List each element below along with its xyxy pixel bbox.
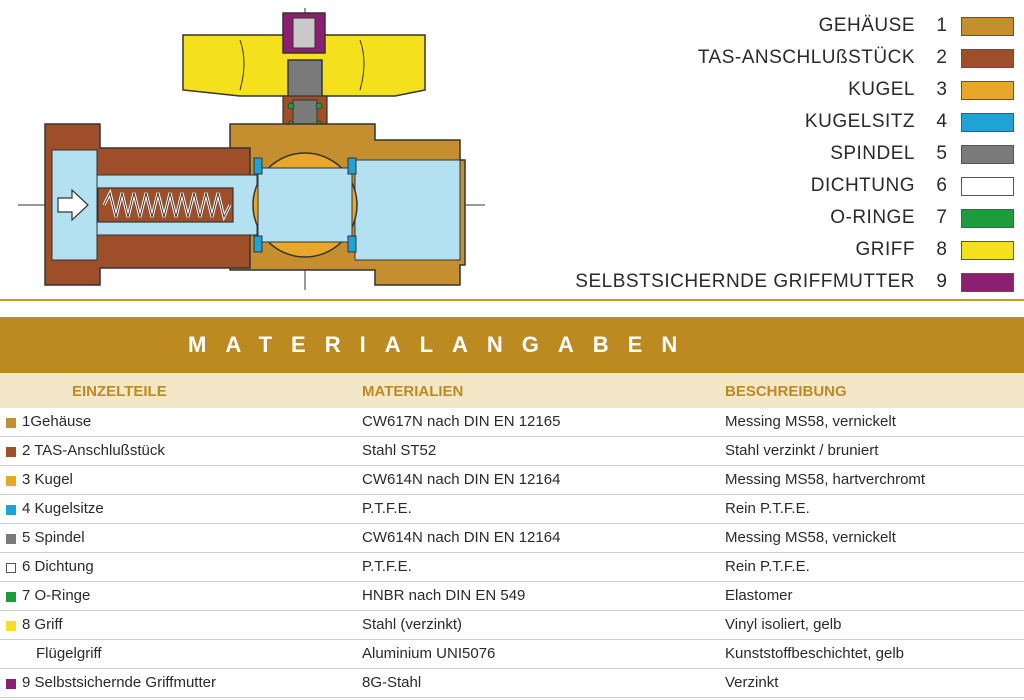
legend-label: GEHÄUSE (818, 15, 915, 36)
description-cell: Messing MS58, vernickelt (725, 413, 896, 430)
legend-swatch (961, 17, 1014, 36)
material-cell: CW617N nach DIN EN 12165 (362, 413, 561, 430)
parts-legend (404, 10, 1024, 298)
material-cell: CW614N nach DIN EN 12164 (362, 529, 561, 546)
row-color-marker (6, 447, 16, 457)
table-row (0, 553, 1024, 582)
row-color-marker (6, 476, 16, 486)
table-row (0, 437, 1024, 466)
legend-item (404, 234, 1024, 266)
material-cell: P.T.F.E. (362, 558, 412, 575)
legend-swatch (961, 145, 1014, 164)
materials-table (0, 408, 1024, 698)
legend-number: 7 (936, 207, 947, 228)
row-color-marker (6, 534, 16, 544)
legend-item (404, 10, 1024, 42)
legend-label: KUGEL (848, 79, 915, 100)
table-row (0, 669, 1024, 698)
section-divider (0, 299, 1024, 301)
table-row (0, 611, 1024, 640)
legend-item (404, 170, 1024, 202)
table-header (0, 373, 1024, 408)
part-cell: Flügelgriff (36, 645, 102, 662)
part-cell: 6 Dichtung (22, 558, 94, 575)
description-cell: Messing MS58, vernickelt (725, 529, 896, 546)
description-cell: Messing MS58, hartverchromt (725, 471, 926, 488)
legend-item (404, 138, 1024, 170)
part-cell: 8 Griff (22, 616, 63, 633)
material-cell: HNBR nach DIN EN 549 (362, 587, 526, 604)
legend-number: 1 (936, 15, 947, 36)
legend-swatch (961, 113, 1014, 132)
legend-swatch (961, 81, 1014, 100)
part-cell: 9 Selbstsichernde Griffmutter (22, 674, 216, 691)
legend-item (404, 266, 1024, 298)
part-cell: 3 Kugel (22, 471, 73, 488)
column-header-parts: EINZELTEILE (72, 383, 167, 400)
legend-number: 4 (936, 111, 947, 132)
legend-item (404, 106, 1024, 138)
table-row (0, 582, 1024, 611)
material-cell: P.T.F.E. (362, 500, 412, 517)
material-cell: Stahl (verzinkt) (362, 616, 463, 633)
section-banner (0, 317, 1024, 373)
legend-label: O-RINGE (830, 207, 915, 228)
description-cell: Stahl verzinkt / bruniert (725, 442, 879, 459)
legend-label: TAS-ANSCHLUßSTÜCK (697, 47, 915, 68)
description-cell: Verzinkt (725, 674, 779, 691)
part-cell: 2 TAS-Anschlußstück (22, 442, 165, 459)
legend-label: DICHTUNG (810, 175, 915, 196)
row-color-marker (6, 621, 16, 631)
legend-number: 5 (936, 143, 947, 164)
legend-number: 3 (936, 79, 947, 100)
row-color-marker (6, 563, 16, 573)
material-cell: 8G-Stahl (362, 674, 422, 691)
table-row (0, 495, 1024, 524)
column-header-materials: MATERIALIEN (362, 383, 464, 400)
legend-item (404, 74, 1024, 106)
description-cell: Vinyl isoliert, gelb (725, 616, 842, 633)
description-cell: Elastomer (725, 587, 793, 604)
row-color-marker (6, 679, 16, 689)
material-cell: Stahl ST52 (362, 442, 437, 459)
description-cell: Rein P.T.F.E. (725, 558, 810, 575)
row-color-marker (6, 592, 16, 602)
legend-label: GRIFF (855, 239, 915, 260)
legend-item (404, 42, 1024, 74)
column-header-description: BESCHREIBUNG (725, 383, 847, 400)
part-cell: 1Gehäuse (22, 413, 92, 430)
legend-number: 9 (936, 271, 947, 292)
legend-number: 2 (936, 47, 947, 68)
legend-swatch (961, 241, 1014, 260)
legend-swatch (961, 273, 1014, 292)
table-row (0, 640, 1024, 669)
legend-label: KUGELSITZ (804, 111, 915, 132)
legend-label: SPINDEL (830, 143, 915, 164)
part-cell: 5 Spindel (22, 529, 85, 546)
description-cell: Rein P.T.F.E. (725, 500, 810, 517)
material-cell: Aluminium UNI5076 (362, 645, 496, 662)
part-cell: 7 O-Ringe (22, 587, 91, 604)
table-row (0, 524, 1024, 553)
legend-swatch (961, 177, 1014, 196)
part-cell: 4 Kugelsitze (22, 500, 104, 517)
legend-item (404, 202, 1024, 234)
legend-swatch (961, 49, 1014, 68)
description-cell: Kunststoffbeschichtet, gelb (725, 645, 905, 662)
table-row (0, 408, 1024, 437)
legend-number: 6 (936, 175, 947, 196)
section-title: MATERIALANGABEN (188, 332, 697, 357)
row-color-marker (6, 505, 16, 515)
row-color-marker (6, 418, 16, 428)
legend-label: SELBSTSICHERNDE GRIFFMUTTER (575, 271, 915, 292)
legend-swatch (961, 209, 1014, 228)
material-cell: CW614N nach DIN EN 12164 (362, 471, 561, 488)
table-row (0, 466, 1024, 495)
legend-number: 8 (936, 239, 947, 260)
